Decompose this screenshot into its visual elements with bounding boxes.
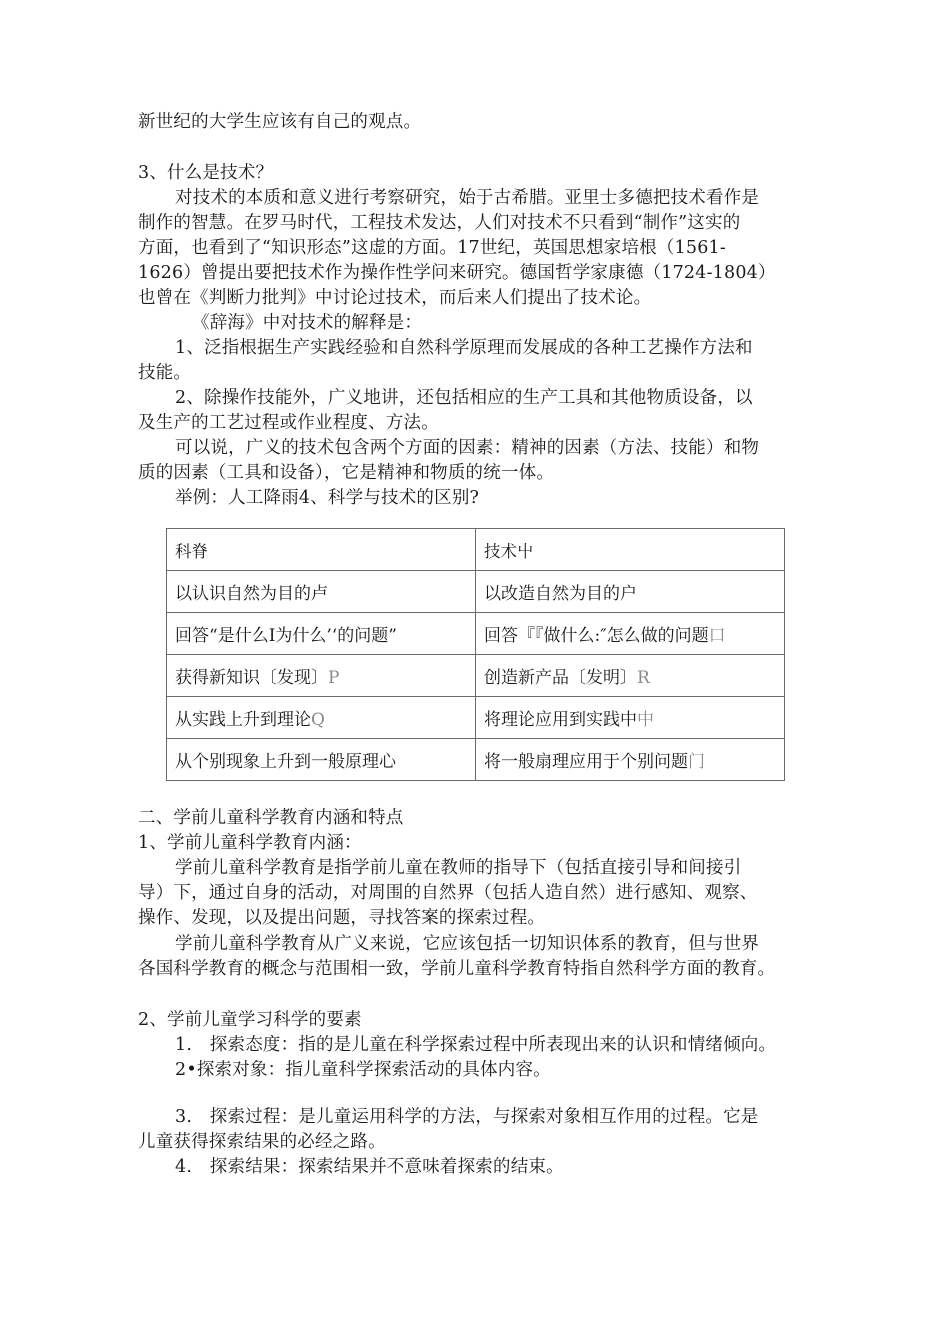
list-item-continued: 儿童获得探索结果的必经之路。 <box>138 1132 386 1152</box>
cell-mark: Q <box>311 710 325 730</box>
cell-mark: P <box>328 668 340 688</box>
cell-mark: 门 <box>688 752 705 772</box>
table-cell-science <box>167 739 476 781</box>
table-row <box>167 739 785 781</box>
cell-mark: 口 <box>708 626 726 646</box>
paragraph-line: 制作的智慧。在罗马时代，工程技术发达，人们对技术不只看到“制作”这实的 <box>138 213 741 233</box>
paragraph-line: 学前儿童科学教育从广义来说，它应该包括一切知识体系的教育，但与世界 <box>175 934 760 954</box>
list-item: 2•探索对象：指儿童科学探索活动的具体内容。 <box>175 1060 551 1080</box>
cell-text: 从实践上升到理论 <box>175 710 311 730</box>
table-header-row <box>167 529 785 571</box>
cell-text: 以改造自然为目的户 <box>484 584 637 604</box>
table-cell-technology <box>476 697 785 739</box>
table-header-technology: 技术屮 <box>476 529 785 571</box>
definition-line: 技能。 <box>138 363 192 383</box>
list-item: 1. 探索态度：指的是儿童在科学探索过程中所表现出来的认识和情绪倾向。 <box>175 1035 777 1055</box>
cell-text: 将理论应用到实践中 <box>484 710 637 730</box>
definition-line: 2、除操作技能外，广义地讲，还包括相应的生产工具和其他物质设备，以 <box>175 388 753 408</box>
table-row <box>167 571 785 613</box>
cell-text: 创造新产品〔发明〕 <box>484 668 637 688</box>
example-line: 举例：人工降雨4、科学与技术的区别? <box>175 488 480 508</box>
cell-mark: 中 <box>637 710 654 730</box>
list-item: 4. 探索结果：探索结果并不意味着探索的结束。 <box>175 1157 564 1177</box>
definition-line: 及生产的工艺过程或作业程度、方法。 <box>138 413 439 433</box>
table-row <box>167 655 785 697</box>
science-vs-technology-table <box>166 528 785 781</box>
summary-line: 可以说，广义的技术包含两个方面的因素：精神的因素（方法、技能）和物 <box>175 438 760 458</box>
cell-text: 获得新知识〔发现〕 <box>175 668 328 688</box>
paragraph-line: 方面，也看到了“知识形态”这虚的方面。17世纪，英国思想家培根（1561- <box>138 238 727 258</box>
paragraph-line: 1626）曾提出要把技术作为操作性学问来研究。德国哲学家康德（1724-1804） <box>138 263 776 283</box>
paragraph-line: 学前儿童科学教育是指学前儿童在教师的指导下（包括直接引导和间接引 <box>175 858 742 878</box>
cell-text: 回答『『做什么:″怎么做的问题 <box>484 626 709 646</box>
section-heading-preschool-science: 二、学前儿童科学教育内涵和特点 <box>138 808 404 828</box>
table-row <box>167 613 785 655</box>
table-cell-science <box>167 697 476 739</box>
paragraph-line: 操作、发现，以及提出问题，寻找答案的探索过程。 <box>138 908 546 928</box>
table-cell-technology <box>476 571 785 613</box>
table-row <box>167 697 785 739</box>
table-cell-science <box>167 613 476 655</box>
paragraph-line: 对技术的本质和意义进行考察研究，始于古希腊。亚里士多德把技术看作是 <box>175 188 760 208</box>
cihai-intro: 《辞海》中对技术的解释是： <box>192 313 423 333</box>
cell-text: 从个别现象上升到一般原理心 <box>175 752 396 772</box>
table-cell-technology <box>476 613 785 655</box>
cell-text: 回答“是什么I为什么’‘的问题” <box>175 626 397 646</box>
list-item: 3. 探索过程：是儿童运用科学的方法，与探索对象相互作用的过程。它是 <box>175 1107 759 1127</box>
paragraph-line: 各国科学教育的概念与范围相一致，学前儿童科学教育特指自然科学方面的教育。 <box>138 959 776 979</box>
paragraph-line: 新世纪的大学生应该有自己的观点。 <box>138 112 422 132</box>
section-heading-what-is-technology: 3、什么是技术？ <box>138 163 274 183</box>
subheading: 1、学前儿童科学教育内涵： <box>138 833 362 853</box>
cell-mark: R <box>637 668 650 688</box>
table-cell-science <box>167 655 476 697</box>
definition-line: 1、泛指根据生产实践经验和自然科学原理而发展成的各种工艺操作方法和 <box>175 338 753 358</box>
table-cell-technology <box>476 655 785 697</box>
subheading: 2、学前儿童学习科学的要素 <box>138 1010 362 1030</box>
paragraph-line: 也曾在《判断力批判》中讨论过技术，而后来人们提出了技术论。 <box>138 288 652 308</box>
table-header-science: 科脊 <box>167 529 476 571</box>
cell-text: 以认识自然为目的卢 <box>175 584 328 604</box>
summary-line: 质的因素（工具和设备），它是精神和物质的统一体。 <box>138 463 555 483</box>
table-cell-science <box>167 571 476 613</box>
paragraph-line: 导）下，通过自身的活动，对周围的自然界（包括人造自然）进行感知、观察、 <box>138 883 758 903</box>
cell-text: 将一般扇理应用于个别问题 <box>484 752 688 772</box>
table-cell-technology <box>476 739 785 781</box>
